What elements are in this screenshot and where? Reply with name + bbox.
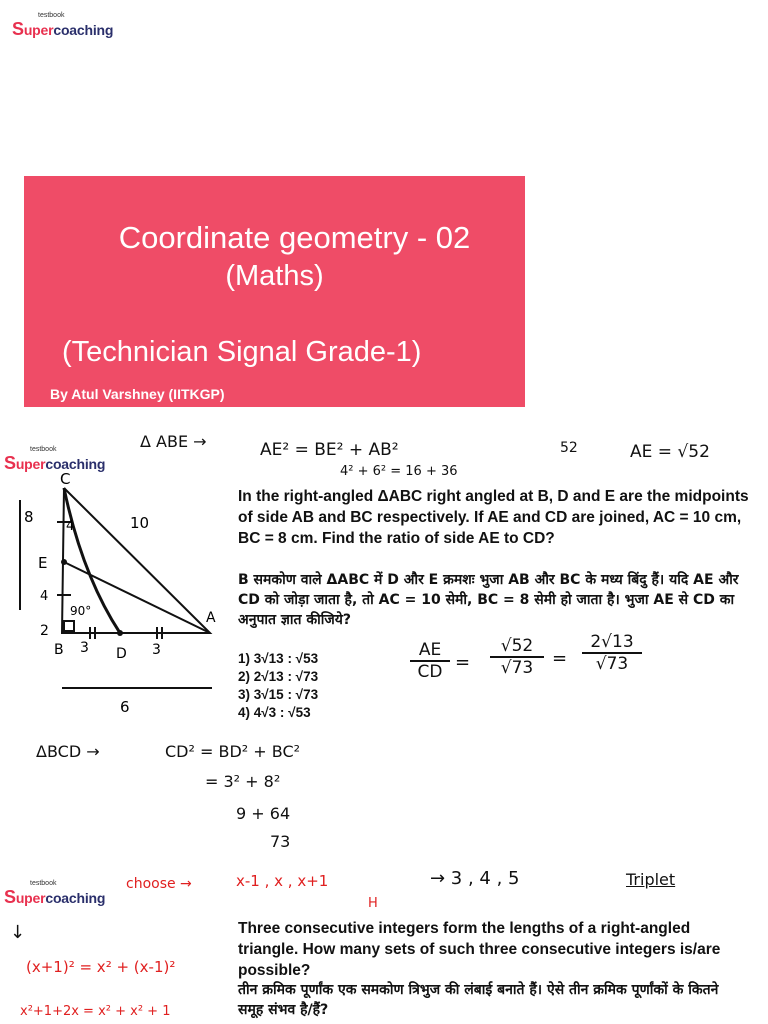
side-6: 6 [120, 698, 130, 716]
note-eq1: (x+1)² = x² + (x-1)² [26, 958, 176, 976]
ratio-eq-1: = [455, 652, 471, 673]
note-seq: x-1 , x , x+1 [236, 872, 329, 890]
note-52: 52 [560, 440, 578, 456]
ratio-lhs: AE CD [410, 640, 450, 682]
vertex-c: C [60, 470, 71, 488]
side-10: 10 [130, 514, 150, 532]
q1-english: In the right-angled ΔABC right angled at B, D and E are the midpoints of side AB and BC respectively. If AE and CD are joined, AC = 10 cm, BC = 8 cm. Find the ratio of side AE to CD? [238, 488, 749, 547]
note-h: H [368, 896, 378, 911]
brand-logo-3: testbook Supercoaching [4, 880, 106, 907]
note-ae-value: AE = √52 [630, 442, 710, 462]
vertex-a: A [206, 610, 216, 626]
side-3b: 3 [152, 642, 161, 658]
side-8: 8 [24, 508, 34, 526]
angle-label: 90° [70, 604, 92, 618]
brand-logo-2: testbook Supercoaching [4, 446, 106, 473]
note-bcd-label: ΔBCD → [36, 742, 100, 761]
segment-ae [64, 562, 210, 633]
title-line-2: (Maths) [225, 260, 324, 292]
note-cd-equation: CD² = BD² + BC² [165, 742, 301, 761]
triangle-diagram [0, 470, 230, 720]
side-2: 2 [40, 623, 49, 639]
q1-option-2: 2) 2√13 : √73 [238, 669, 319, 684]
ratio-rhs: 2√13 √73 [582, 632, 642, 674]
note-choose: choose → [126, 876, 192, 892]
q1-option-4: 4) 4√3 : √53 [238, 705, 311, 720]
vertex-d: D [116, 646, 127, 662]
right-angle-mark [64, 621, 74, 631]
note-cd-line3: 9 + 64 [236, 804, 291, 823]
vertex-b: B [54, 642, 64, 658]
title-line-1: Coordinate geometry - 02 [118, 220, 471, 255]
down-arrow-icon: ↓ [10, 922, 26, 943]
note-squares-line: 4² + 6² = 16 + 36 [340, 464, 458, 479]
brand-small-text: testbook [38, 12, 65, 19]
author-line: By Atul Varshney (IITKGP) [50, 386, 225, 402]
note-cd-line4: 73 [270, 832, 291, 851]
brand-logo: testbook Supercoaching [12, 12, 114, 39]
note-abe-label: Δ ABE → [140, 432, 207, 451]
q1-option-1: 1) 3√13 : √53 [238, 651, 319, 666]
note-cd-line2: = 3² + 8² [205, 772, 281, 791]
side-3a: 3 [80, 640, 89, 656]
note-ae-equation: AE² = BE² + AB² [260, 440, 399, 460]
q1-hindi: B समकोण वाले ΔABC में D और E क्रमशः भुजा AB और BC के मध्य बिंदु हैं। यदि AE और CD को जोड़ा जाता है, तो AC = 10 सेमी, BC = 8 सेमी हो जाता है। भुजा AE से CD का अनुपात ज्ञात कीजिये? [238, 572, 739, 628]
ratio-mid: √52 √73 [490, 636, 544, 678]
q2-english: Three consecutive integers form the lengths of a right-angled triangle. How many sets of such three consecutive integers is/are possible? [238, 920, 721, 979]
q1-option-3: 3) 3√15 : √73 [238, 687, 319, 702]
ratio-eq-2: = [552, 648, 568, 669]
side-4a: 4 [66, 519, 75, 534]
vertex-e: E [38, 554, 48, 572]
side-4b: 4 [40, 589, 49, 604]
title-card [24, 176, 525, 407]
q1-options [238, 650, 318, 722]
q2-hindi: तीन क्रमिक पूर्णांक एक समकोण त्रिभुज की लंबाई बनाते हैं। ऐसे तीन क्रमिक पूर्णांकों के कितने समूह संभव है/हैं? [238, 982, 719, 1018]
note-triplet: Triplet [626, 870, 676, 889]
note-eq2: x²+1+2x = x² + x² + 1 [20, 1004, 171, 1019]
note-triple: → 3 , 4 , 5 [430, 868, 520, 889]
title-line-3: (Technician Signal Grade-1) [62, 336, 422, 368]
